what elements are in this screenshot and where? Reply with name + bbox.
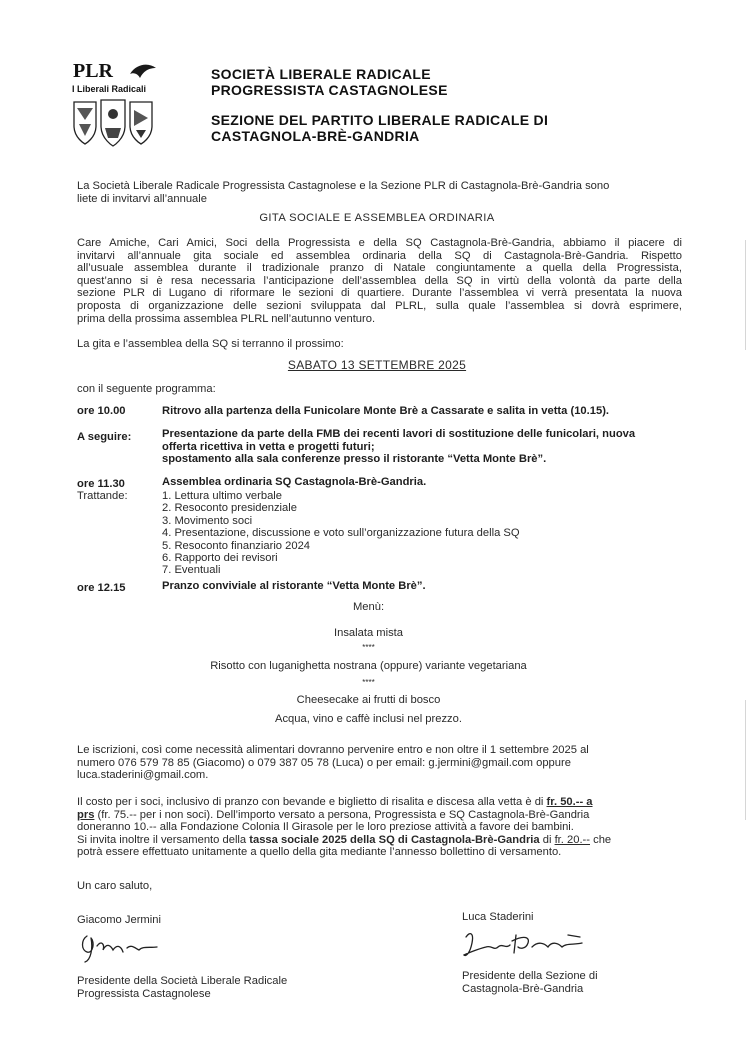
org-name-1-line2: PROGRESSISTA CASTAGNOLESE	[211, 82, 448, 98]
signatory-right-name: Luca Staderini	[462, 911, 534, 923]
program-time-4: ore 12.15	[77, 582, 126, 594]
body-line-7: prima della prossima assemblea PLRL nell’autunno venturo.	[77, 312, 376, 325]
body-line-6: proposta di organizzazione delle sezioni sviluppata dal PLRL, sulla quale l’assemblea si dovrà esprimere,	[77, 299, 682, 312]
program-text-2-line3: spostamento alla sala conferenze presso il ristorante “Vetta Monte Brè”.	[162, 453, 547, 466]
org-name-2	[211, 112, 548, 144]
body-line-5: sezione PLR di Lugano di riformare le sezioni di quartiere. Durante l’assemblea vi verrà presentata la nuova	[77, 287, 682, 300]
signatory-right-role-line2: Castagnola-Brè-Gandria	[462, 982, 584, 995]
scan-edge-line	[745, 240, 746, 350]
agenda-item: 1. Lettura ultimo verbale	[162, 490, 283, 502]
signatory-left-name: Giacomo Jermini	[77, 914, 161, 926]
menu-separator-2: ****	[362, 678, 375, 687]
program-time-1: ore 10.00	[77, 405, 126, 417]
plr-logo	[70, 60, 162, 150]
cost-line-1	[77, 796, 687, 809]
social-tax-amount: fr. 20.--	[554, 833, 590, 846]
org-name-1-line1: SOCIETÀ LIBERALE RADICALE	[211, 66, 431, 82]
org-name-2-line2: CASTAGNOLA-BRÈ-GANDRIA	[211, 128, 420, 144]
signatory-left-role-line1: Presidente della Società Liberale Radicale	[77, 975, 288, 987]
social-tax-label: tassa sociale 2025 della SQ di Castagnola-Brè-Gandria	[249, 833, 540, 846]
agenda-list	[162, 490, 520, 577]
agenda-item: 4. Presentazione, discussione e voto sull’organizzazione futura della SQ	[162, 527, 520, 540]
org-name-1	[211, 66, 448, 98]
program-text-4: Pranzo conviviale al ristorante “Vetta Monte Brè”.	[162, 580, 426, 592]
signatory-left-role	[77, 975, 287, 1000]
menu-item-1: Insalata mista	[333, 627, 404, 639]
intro-text	[77, 180, 677, 205]
coat-of-arms-icon	[72, 98, 154, 148]
cost-text-part: Si invita inoltre il versamento della	[77, 833, 250, 846]
date-intro: La gita e l’assemblea della SQ si terranno il prossimo:	[77, 338, 344, 350]
cost-text-part: Il costo per i soci, inclusivo di pranzo con bevande e biglietto di risalita e discesa alla vetta è di	[77, 796, 547, 808]
menu-title: Menù:	[352, 601, 385, 613]
cost-price-suffix: prs	[77, 808, 95, 821]
cost-text-part: di	[539, 833, 555, 846]
registration-line-2: numero 076 579 78 85 (Giacomo) o 079 387 05 78 (Luca) o per email: g.jermini@gmail.com oppure	[77, 756, 571, 769]
logo-abbr: PLR	[73, 60, 113, 82]
event-title: GITA SOCIALE E ASSEMBLEA ORDINARIA	[259, 212, 495, 224]
cost-text-part: (fr. 75.-- per i non soci). Dell’importo versato a persona, Progressista e SQ Castagnola-Brè-Gandria	[94, 808, 590, 821]
program-sublabel-3: Trattande:	[77, 490, 128, 502]
logo-tagline: I Liberali Radicali	[72, 84, 147, 94]
program-text-2	[162, 428, 687, 466]
program-text-1: Ritrovo alla partenza della Funicolare Monte Brè a Cassarate e salita in vetta (10.15).	[162, 405, 610, 417]
program-text-2-line1: Presentazione da parte della FMB dei recenti lavori di sostituzione delle funicolari, nuova	[162, 428, 636, 440]
signature-left-icon	[77, 928, 172, 968]
menu-item-3: Cheesecake ai frutti di bosco	[296, 694, 441, 706]
cost-text-part: che	[590, 833, 612, 846]
body-line-1: Care Amiche, Cari Amici, Soci della Progressista e della SQ Castagnola-Brè-Gandria, abbiamo il piacere di	[77, 237, 682, 249]
program-time-2: A seguire:	[77, 431, 132, 443]
scan-edge-line	[745, 700, 746, 820]
cost-line-5: potrà essere effettuato unitamente a quello della gita mediante l’annesso bollettino di versamento.	[77, 846, 562, 859]
logo-swirl-icon	[128, 62, 158, 84]
signatory-right-role	[462, 970, 598, 995]
registration-text	[77, 744, 687, 782]
menu-item-2: Risotto con luganighetta nostrana (oppure) variante vegetariana	[210, 660, 527, 672]
agenda-item: 6. Rapporto dei revisori	[162, 552, 278, 565]
cost-line-3: doneranno 10.-- alla Fondazione Colonia Il Girasole per le loro preziose attività a favore dei bambini.	[77, 821, 574, 834]
body-line-2: invitarvi all’annuale gita sociale ed assemblea ordinaria della SQ di Castagnola-Brè-Gandria. Rispetto	[77, 249, 682, 262]
program-text-2-line2: offerta ricettiva in vetta e progetti futuri;	[162, 440, 375, 453]
signatory-left-role-line2: Progressista Castagnolese	[77, 987, 211, 1000]
registration-line-1: Le iscrizioni, così come necessità alimentari dovranno pervenire entro e non oltre il 1 settembre 2025 al	[77, 744, 589, 756]
cost-text	[77, 796, 687, 859]
cost-line-2	[77, 809, 687, 822]
body-paragraph	[77, 237, 682, 325]
agenda-item: 2. Resoconto presidenziale	[162, 502, 297, 515]
event-date: SABATO 13 SETTEMBRE 2025	[287, 358, 467, 372]
agenda-item: 3. Movimento soci	[162, 514, 253, 527]
intro-line-1: La Società Liberale Radicale Progressista Castagnolese e la Sezione PLR di Castagnola-Brè-Gandria sono	[77, 180, 610, 192]
program-text-3: Assemblea ordinaria SQ Castagnola-Brè-Gandria.	[162, 476, 427, 488]
body-line-3: all’usuale assemblea durante il tradizionale pranzo di Natale congiuntamente a quella della Progressista,	[77, 262, 682, 275]
signature-right-icon	[458, 925, 598, 965]
cost-price: fr. 50.-- a	[546, 796, 593, 808]
menu-item-4: Acqua, vino e caffè inclusi nel prezzo.	[275, 713, 462, 725]
program-intro: con il seguente programma:	[77, 383, 216, 395]
signatory-right-role-line1: Presidente della Sezione di	[462, 970, 598, 982]
body-line-4: quest’anno si è resa necessaria l’anticipazione dell’assemblea della SQ in virtù della volontà da parte della	[77, 274, 682, 287]
registration-line-3: luca.staderini@gmail.com.	[77, 769, 209, 782]
org-name-2-line1: SEZIONE DEL PARTITO LIBERALE RADICALE DI	[211, 112, 549, 128]
intro-line-2: liete di invitarvi all’annuale	[77, 192, 207, 205]
menu-separator-1: ****	[362, 643, 375, 652]
program-time-3: ore 11.30	[77, 478, 125, 490]
agenda-item: 7. Eventuali	[162, 564, 221, 577]
agenda-item: 5. Resoconto finanziario 2024	[162, 539, 311, 552]
cost-line-4	[77, 834, 687, 847]
closing-salutation: Un caro saluto,	[77, 880, 153, 892]
